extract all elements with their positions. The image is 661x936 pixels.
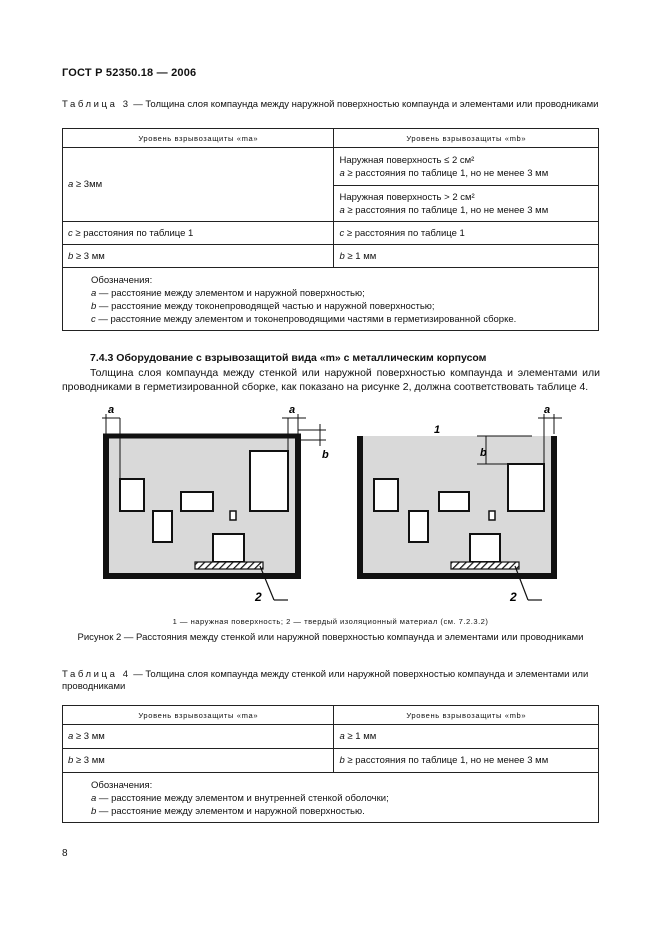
figure-legend: 1 — наружная поверхность; 2 — твердый изоляционный материал (см. 7.2.3.2): [172, 617, 489, 626]
figure-left-label-2: 2: [255, 590, 262, 604]
figure-right-label-b: b: [480, 447, 487, 459]
table3-title: — Толщина слоя компаунда между наружной поверхностью компаунда и элементами или проводниками: [130, 99, 599, 110]
figure-right-label-1: 1: [434, 424, 441, 436]
table3-cell-r2-mb: c ≥ расстояния по таблице 1: [334, 222, 599, 245]
document-header: ГОСТ Р 52350.18 — 2006: [62, 67, 197, 79]
section-heading: 7.4.3 Оборудование с взрывозащитой вида «m» с металлическим корпусом: [90, 352, 487, 364]
table4-cell-r2-mb: b ≥ расстояния по таблице 1, но не менее 3 мм: [334, 749, 599, 773]
table3-prefix: Таблица 3: [62, 99, 131, 110]
figure-2: [62, 400, 599, 612]
table4-header-ma: Уровень взрывозащиты «ma»: [63, 706, 334, 725]
table3-header-mb: Уровень взрывозащиты «mb»: [334, 129, 599, 148]
table3-cell-r3-mb: b ≥ 1 мм: [334, 245, 599, 268]
figure-left-enclosure: [102, 414, 326, 600]
table3-cell-r2-ma: c ≥ расстояния по таблице 1: [63, 222, 334, 245]
table3-header-ma: Уровень взрывозащиты «ma»: [63, 129, 334, 148]
table4: [62, 705, 599, 823]
table3-cell-r3-ma: b ≥ 3 мм: [63, 245, 334, 268]
table4-notes: Обозначения: a — расстояние между элементом и внутренней стенкой оболочки; b — расстояние между элементом и наружной поверхностью.: [63, 773, 599, 823]
figure-right-label-2: 2: [510, 590, 517, 604]
table4-prefix: Таблица 4: [62, 669, 131, 680]
table3-cell-r1-ma: a ≥ 3мм: [63, 148, 334, 222]
table4-header-mb: Уровень взрывозащиты «mb»: [334, 706, 599, 725]
table3-caption: [62, 99, 602, 111]
figure-caption: Рисунок 2 — Расстояния между стенкой или наружной поверхностью компаунда и элементами или проводниками: [77, 632, 584, 643]
figure-left-label-c: b: [322, 449, 329, 461]
section-paragraph: Толщина слоя компаунда между стенкой или наружной поверхностью компаунда и элементами или проводниками в герметизированной сборке, как показано на рисунке 2, должна соответствовать таблице 4.: [62, 367, 600, 393]
table3: [62, 128, 599, 331]
page-number: 8: [62, 848, 68, 859]
figure-left-label-a1: a: [108, 404, 115, 416]
table3-notes: Обозначения: a — расстояние между элементом и наружной поверхностью; b — расстояние между токонепроводящей частью и наружной поверхностью; c — расстояние между элементом и токонепроводящими частями в герметизированной сборке.: [63, 268, 599, 331]
figure-right-label-a: a: [544, 404, 551, 416]
table4-cell-r1-ma: a ≥ 3 мм: [63, 725, 334, 749]
table4-caption: [62, 669, 602, 693]
figure-right-enclosure: [360, 414, 562, 600]
figure-left-label-a2: a: [289, 404, 296, 416]
table3-cell-r1-mb-small: Наружная поверхность ≤ 2 см² a ≥ расстояния по таблице 1, но не менее 3 мм: [334, 148, 599, 186]
table4-cell-r2-ma: b ≥ 3 мм: [63, 749, 334, 773]
table4-title: — Толщина слоя компаунда между стенкой или наружной поверхностью компаунда и элементами или проводниками: [62, 669, 589, 692]
table4-cell-r1-mb: a ≥ 1 мм: [334, 725, 599, 749]
table3-cell-r1-mb-large: Наружная поверхность > 2 см² a ≥ расстояния по таблице 1, но не менее 3 мм: [334, 186, 599, 222]
